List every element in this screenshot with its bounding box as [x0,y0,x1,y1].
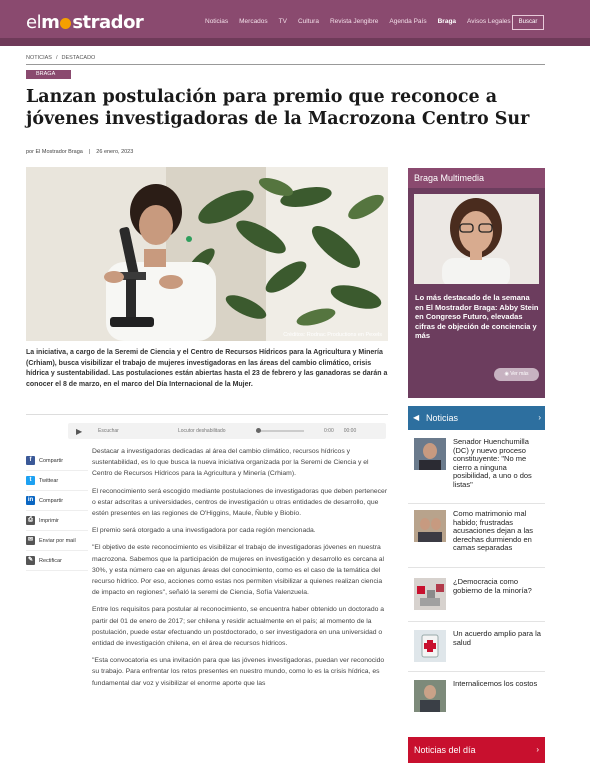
nav-item-cultura[interactable]: Cultura [297,18,319,25]
daily-news-label: Noticias del día [414,745,476,755]
logo-suffix: strador [72,12,144,33]
breadcrumb-separator: / [55,55,58,61]
nav-item-noticias[interactable]: Noticias [205,18,229,25]
divider [408,567,545,568]
logo-dot-icon [60,18,71,29]
news-header[interactable] [408,406,545,430]
see-more-button[interactable] [494,368,539,381]
article-author[interactable]: por El Mostrador Braga [26,149,83,155]
share-label: Twittear [39,477,59,484]
news-thumbnail-illustration [414,630,446,662]
header-shade [0,38,590,46]
news-thumbnail[interactable] [414,510,446,542]
news-thumbnail-illustration [414,680,446,712]
share-bar [26,451,88,571]
news-thumbnail[interactable] [414,630,446,662]
article-paragraph: Destacar a investigadoras dedicadas al área del cambio climático, recursos hídricos y sustentabilidad, es lo que busca la nueva iniciativa organizada por la Seremi de Ciencia y el Centro de Recursos Hídricos para la Agricultura y Minería (Crhiam). [92,448,369,478]
news-item-title[interactable]: Como matrimonio mal habido; frustradas acusaciones dejan a las derechas durmiendo en camas separadas [453,509,534,552]
article-body [92,446,388,695]
player-progress-track[interactable] [256,430,304,432]
nav-item-avisos-legales[interactable]: Avisos Legales [467,18,511,25]
daily-news-header[interactable] [408,737,545,763]
share-print-button[interactable] [26,511,88,531]
share-label: Rectificar [39,557,62,564]
chevron-right-icon: › [536,745,539,754]
article-paragraph: El reconocimiento será escogido mediante postulaciones de investigadoras que deben pertenecer o estar adscritas a universidades, centros de investigación u otras entidades de desarrollo, que estén presentes en las regiones de O'Higgins, Maule, Ñuble y Biobío. [92,487,388,518]
arrow-right-icon: ◀ [413,413,420,422]
divider [26,414,388,415]
image-credit: Créditos: Rodnac Productions en Pexels [283,332,382,338]
news-item-title[interactable]: Senador Huenchumilla (DC) y nuevo proceso constituyente: "No me cierro a ninguna posibilidad, a uno o dos listas" [453,437,532,489]
site-header [0,0,590,46]
news-item-title[interactable]: Internalicemos los costos [453,679,538,688]
edit-icon: ✎ [27,557,34,563]
hero-illustration [26,167,388,341]
article-paragraph: El premio será otorgado a una investigadora por cada región mencionada. [92,527,316,535]
facebook-icon: f [26,456,35,465]
share-facebook-button[interactable] [26,451,88,471]
news-item-title[interactable]: ¿Democracia como gobierno de la minoría? [453,577,532,595]
news-thumbnail[interactable] [414,438,446,470]
divider [408,671,545,672]
article-meta [26,149,133,155]
share-label: Enviar por mail [39,537,76,544]
nav-item-revista-jengibre[interactable]: Revista Jengibre [329,18,379,25]
share-twitter-button[interactable] [26,471,88,491]
news-thumbnail[interactable] [414,578,446,610]
meta-separator: | [88,149,91,155]
share-linkedin-button[interactable] [26,491,88,511]
news-item-title[interactable]: Un acuerdo amplio para la salud [453,629,541,647]
player-status: Locutor deshabilitado [178,428,226,434]
player-duration: 00:00 [343,428,357,434]
share-mail-button[interactable] [26,531,88,551]
news-item[interactable] [414,437,545,489]
play-icon[interactable]: ▶ [76,426,83,436]
site-logo[interactable] [26,12,143,33]
audio-player [68,423,386,439]
twitter-icon: t [26,476,35,485]
news-item[interactable] [414,680,545,720]
news-item[interactable] [414,630,545,670]
news-item[interactable] [414,510,545,550]
player-current-time: 0:00 [324,428,334,434]
breadcrumb-destacado[interactable]: DESTACADO [61,55,96,61]
share-label: Imprimir [39,517,59,524]
breadcrumb-noticias[interactable]: NOTICIAS [26,55,52,61]
nav-item-tv[interactable]: TV [278,18,287,25]
nav-item-mercados[interactable]: Mercados [239,18,268,25]
chevron-right-icon: › [538,413,541,422]
share-label: Compartir [39,457,64,464]
player-progress-knob[interactable] [256,428,261,433]
multimedia-card[interactable] [408,188,545,398]
multimedia-header[interactable]: Braga Multimedia [408,168,545,188]
article-lede: La iniciativa, a cargo de la Seremi de Ciencia y el Centro de Recursos Hídricos para la Agricultura y Minería (Crhiam), busca visibilizar el trabajo de mujeres investigadoras en las áreas del cambio climático, crisis hídrica y sustentabilidad. Las postulaciones están abiertas hasta el 23 de febrero y las ganadoras se darán a conocer el 8 de marzo, en el marco del Día Internacional de la Mujer. [26,349,388,388]
print-icon: ⎙ [26,516,35,525]
share-label: Compartir [39,497,64,504]
article-title: Lanzan postulación para premio que reconoce a jóvenes investigadoras de la Macrozona Centro Sur [26,87,530,129]
nav-item-braga[interactable]: Braga [437,18,457,25]
nav-item-agenda-pais[interactable]: Agenda País [389,18,427,25]
divider [408,621,545,622]
article-paragraph: "El objetivo de este reconocimiento es visibilizar el trabajo de investigadoras jóvenes en nuestra macrozona. Sabemos que la participación de mujeres en investigación y desarrollo es cercana al 30%, y esta número cae en algunas áreas del conocimiento, como es el caso de la temática del recurso hídrico. Por eso, acciones como estas nos permiten visibilizar a quienes realizan ciencia de impacto en regiones", señaló la seremi de Ciencia, Sofía Valenzuela. [92,544,385,597]
divider [408,503,545,504]
eye-icon: ◉ [504,371,511,377]
news-header-label: Noticias [426,413,459,423]
video-thumbnail-illustration [414,194,539,284]
breadcrumb [26,55,95,61]
article-date: 26 enero, 2023 [96,149,134,155]
search-button[interactable]: Buscar [512,15,544,30]
news-thumbnail-illustration [414,578,446,610]
main-nav [205,18,511,25]
player-label: Escuchar [98,428,119,434]
video-title[interactable]: Lo más destacado de la semana en El Mostrador Braga: Abby Stein en Congreso Futuro, elevadas cifras de objeción de conciencia y más [415,293,539,340]
section-tag[interactable]: BRAGA [26,70,71,79]
logo-prefix: el [26,12,42,33]
news-thumbnail[interactable] [414,680,446,712]
mail-icon: ✉ [27,537,34,543]
share-edit-button[interactable] [26,551,88,571]
divider [26,64,545,65]
see-more-label: Ver más [510,371,529,377]
article-paragraph: "Esta convocatoria es una invitación para que las jóvenes investigadoras, puedan ver reconocido su trabajo. Para enfrentar los retos presentes en nuestro mundo, como lo es la crisis hídrica, es fundamental dar voz y visibilizar el enorme aporte que las [92,657,385,687]
hero-image [26,167,388,341]
news-thumbnail-illustration [414,438,446,470]
linkedin-icon: in [27,497,34,503]
article-paragraph: Entre los requisitos para postular al reconocimiento, se encuentra haber obtenido un doctorado a partir del 01 de enero de 2017; ser chilena y residir actualmente en el país; al momento de la postulación, puede estar efectuando un postdoctorado, o ser investigadora en una universidad o entidad de investigación chilena, en el área de recursos hídricos. [92,606,385,648]
news-item[interactable] [414,578,545,618]
news-thumbnail-illustration [414,510,446,542]
video-thumbnail[interactable] [414,194,539,284]
logo-m: m [41,12,60,33]
